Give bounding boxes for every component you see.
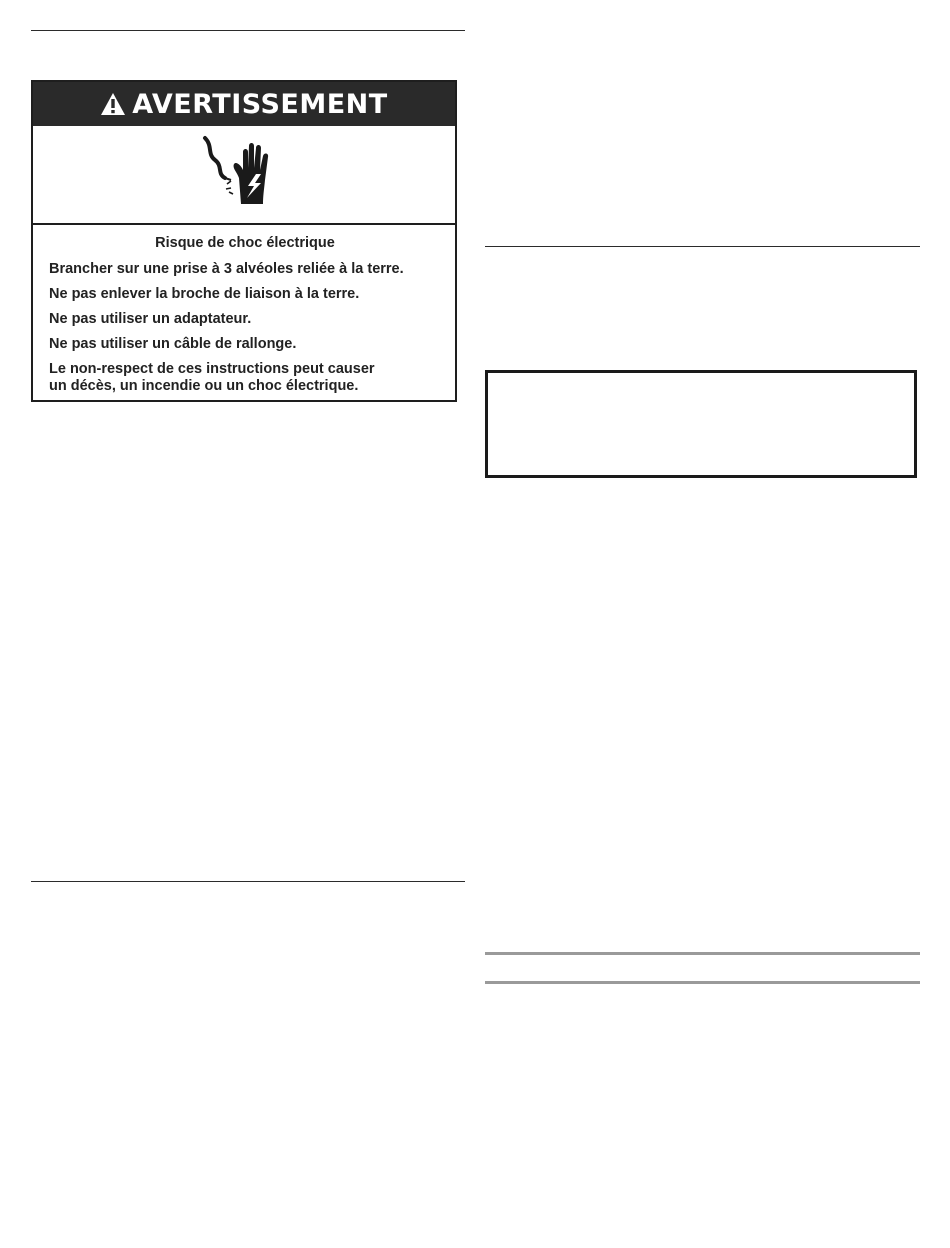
warning-triangle-icon (100, 92, 126, 116)
warning-line: Ne pas utiliser un adaptateur. (49, 311, 252, 327)
right-top-rule (485, 246, 920, 247)
warning-body (33, 225, 455, 395)
warning-line: Ne pas enlever la broche de liaison à la terre. (49, 286, 360, 302)
warning-consequence-line-2: un décès, un incendie ou un choc électrique. (49, 378, 359, 394)
warning-header (33, 82, 455, 126)
warning-line: Ne pas utiliser un câble de rallonge. (49, 336, 297, 352)
warning-box (31, 80, 457, 402)
hazard-icon-area (33, 126, 455, 225)
left-top-rule (31, 30, 465, 31)
warning-line: Brancher sur une prise à 3 alvéoles reliée à la terre. (49, 261, 404, 277)
warning-header-label: AVERTISSEMENT (132, 88, 388, 120)
warning-consequence-line-1: Le non-respect de ces instructions peut causer (49, 361, 375, 377)
left-bottom-rule (31, 881, 465, 882)
electric-shock-hand-icon (201, 134, 285, 214)
right-gray-rule-lower (485, 981, 920, 984)
right-gray-rule-upper (485, 952, 920, 955)
warning-title: Risque de choc électrique (155, 235, 335, 251)
empty-notice-box (485, 370, 917, 478)
